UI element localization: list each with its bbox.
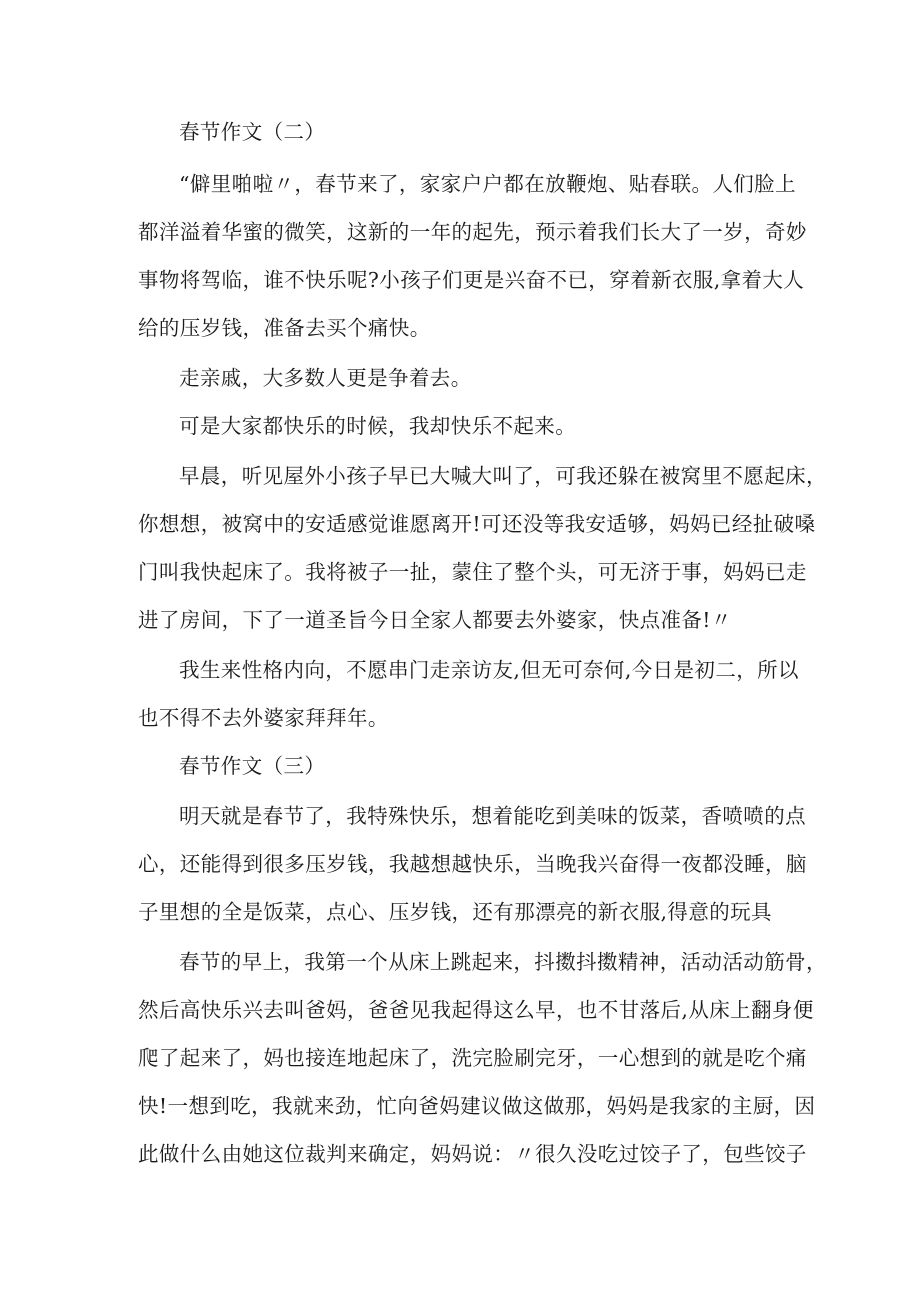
paragraph-line: 我生来性格内向，不愿串门走亲访友,但无可奈何,今日是初二，所以	[179, 658, 799, 682]
paragraph-line: 走亲戚，大多数人更是争着去。	[179, 366, 472, 390]
paragraph-line: 春节的早上，我第一个从床上跳起来，抖擞抖擞精神，活动活动筋骨，	[179, 950, 827, 974]
paragraph-line: 此做什么由她这位裁判来确定，妈妈说：〃很久没吃过饺子了，包些饺子	[138, 1142, 807, 1166]
paragraph-line: 早晨，听见屋外小孩子早已大喊大叫了，可我还躲在被窝里不愿起床，	[179, 464, 827, 488]
paragraph-line: 事物将驾临，谁不快乐呢?小孩子们更是兴奋不已，穿着新衣服,拿着大人	[138, 268, 805, 292]
paragraph-line: 你想想，被窝中的安适感觉谁愿离开!可还没等我安适够，妈妈已经扯破嗓	[138, 512, 816, 536]
paragraph-line: 明天就是春节了，我特殊快乐，想着能吃到美味的饭菜，香喷喷的点	[179, 804, 806, 828]
paragraph-line: 子里想的全是饭菜，点心、压岁钱，还有那漂亮的新衣服,得意的玩具	[138, 900, 772, 924]
section-heading-2: 春节作文（二）	[179, 120, 326, 144]
paragraph-line: 给的压岁钱，准备去买个痛快。	[138, 316, 431, 340]
paragraph-line: 也不得不去外婆家拜拜年。	[138, 706, 389, 730]
paragraph-line: 进了房间，下了一道圣旨今日全家人都要去外婆家，快点准备!〃	[138, 608, 732, 632]
paragraph-line: 爬了起来了，妈也接连地起床了，洗完脸刷完牙，一心想到的就是吃个痛	[138, 1046, 807, 1070]
paragraph-line: 可是大家都快乐的时候，我却快乐不起来。	[179, 414, 577, 438]
section-heading-3: 春节作文（三）	[179, 754, 326, 778]
paragraph-line: 门叫我快起床了。我将被子一扯，蒙住了整个头，可无济于事，妈妈已走	[138, 560, 807, 584]
paragraph-line: 都洋溢着华蜜的微笑，这新的一年的起先，预示着我们长大了一岁，奇妙	[138, 220, 807, 244]
paragraph-line: 心，还能得到很多压岁钱，我越想越快乐，当晚我兴奋得一夜都没睡，脑	[138, 852, 807, 876]
paragraph-line: 然后高快乐兴去叫爸妈，爸爸见我起得这么早，也不甘落后,从床上翻身便	[138, 998, 814, 1022]
paragraph-line: “僻里啪啦〃，春节来了，家家户户都在放鞭炮、贴春联。人们脸上	[179, 172, 796, 196]
paragraph-line: 快!一想到吃，我就来劲，忙向爸妈建议做这做那，妈妈是我家的主厨，因	[138, 1094, 816, 1118]
